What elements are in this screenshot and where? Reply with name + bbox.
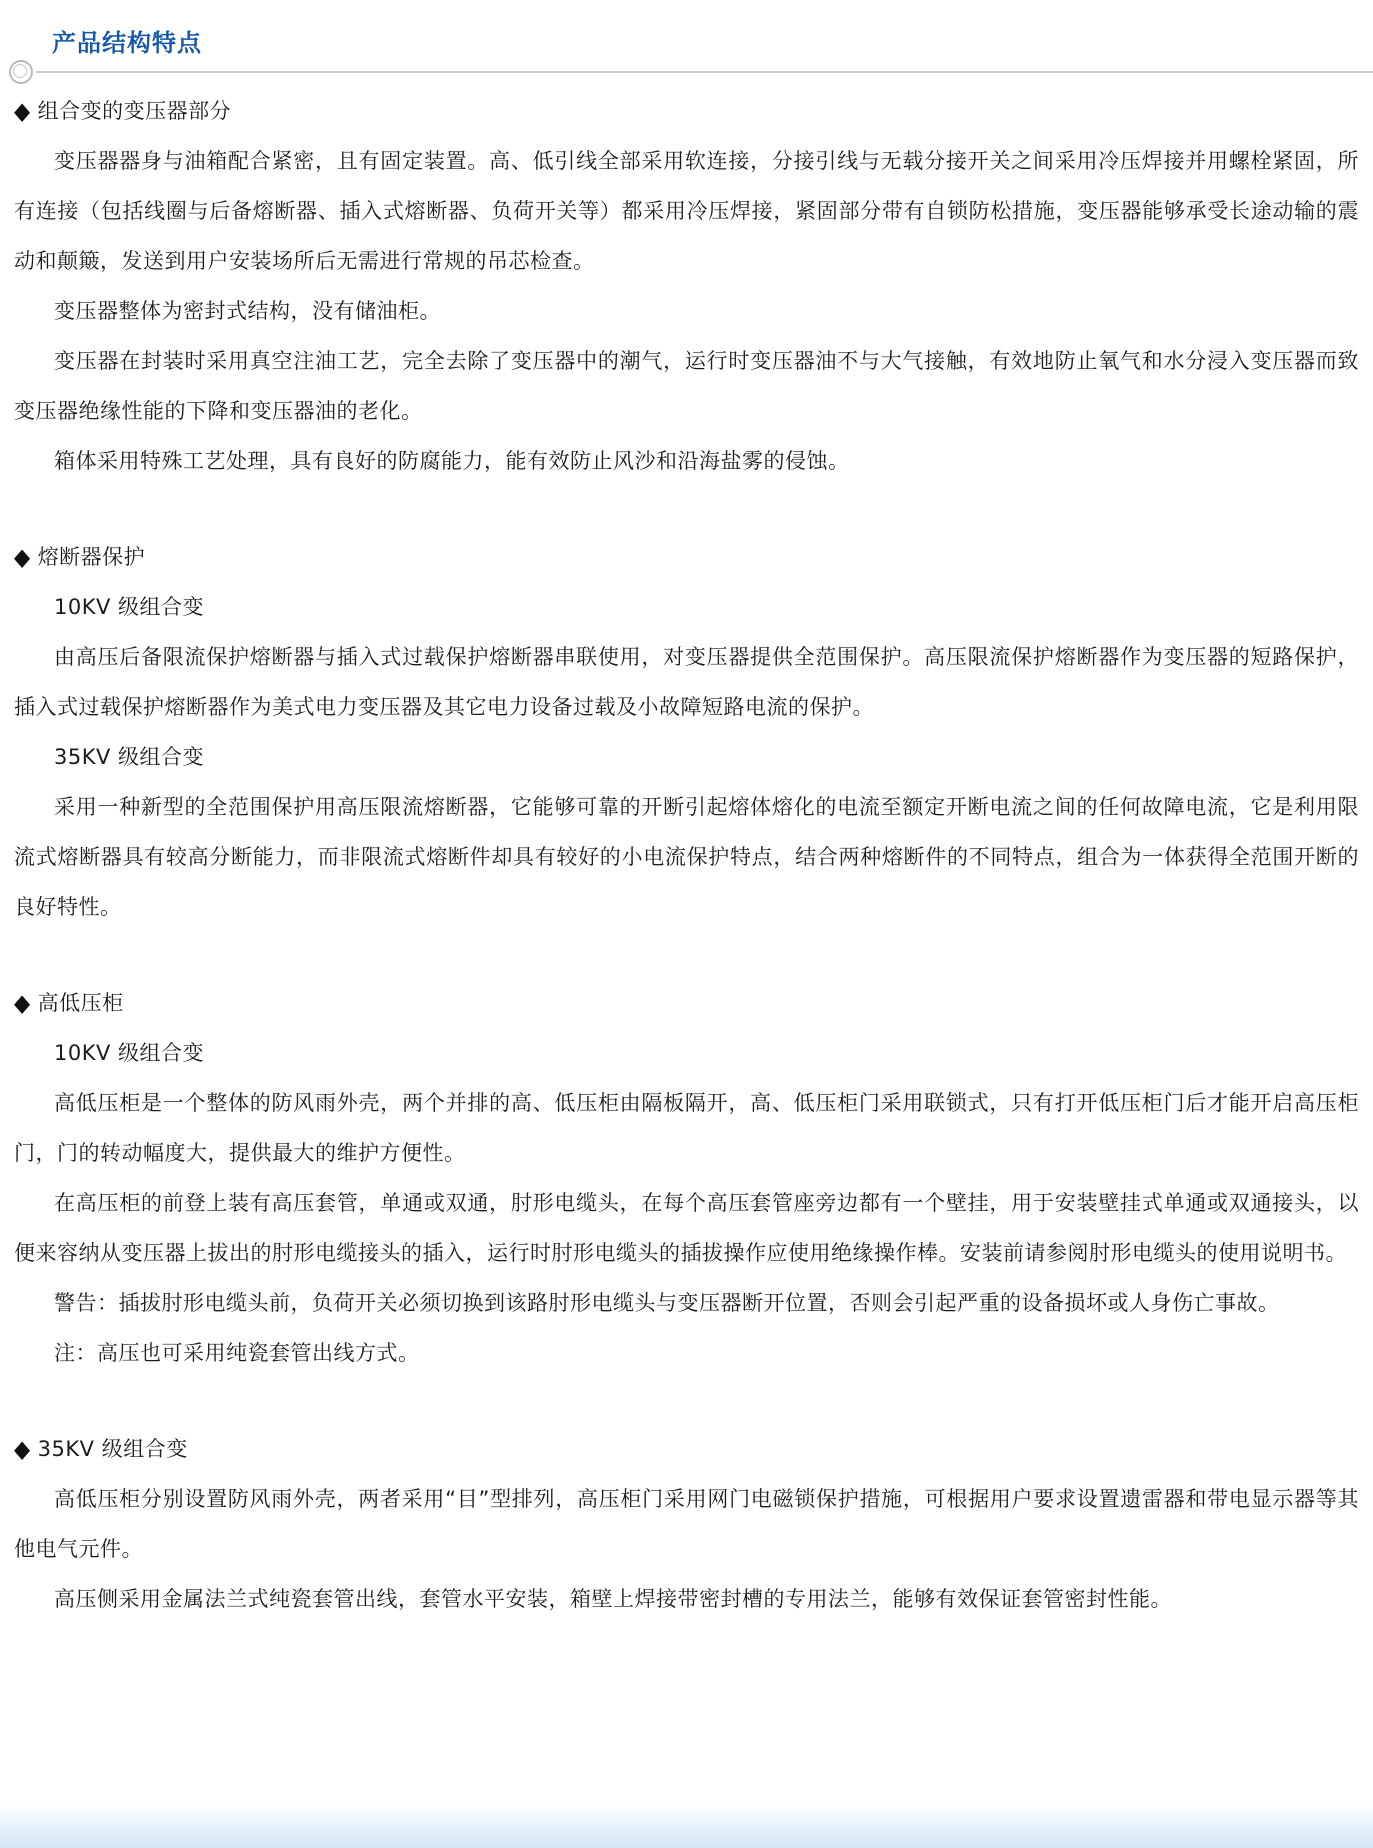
page-header (0, 0, 1373, 76)
diamond-bullet-icon: ◆ (14, 97, 31, 125)
section-heading-label: 35KV 级组合变 (37, 1437, 188, 1461)
diamond-bullet-icon: ◆ (14, 1435, 31, 1463)
section-heading-label: 组合变的变压器部分 (37, 99, 232, 123)
subheading: 35KV 级组合变 (54, 745, 205, 769)
ring-icon (9, 60, 33, 84)
section-heading-label: 高低压柜 (37, 991, 124, 1015)
section-35kv-combined (14, 1424, 1359, 1624)
paragraph: 高低压柜分别设置防风雨外壳，两者采用“目”型排列，高压柜门采用网门电磁锁保护措施，可根据用户要求设置遗雷器和带电显示器等其他电气元件。 (14, 1487, 1359, 1561)
paragraph: 变压器整体为密封式结构，没有储油柜。 (54, 299, 441, 323)
page-title: 产品结构特点 (52, 29, 202, 57)
section-heading (14, 978, 1359, 1028)
section-heading (14, 532, 1359, 582)
paragraph: 高低压柜是一个整体的防风雨外壳，两个并排的高、低压柜由隔板隔开，高、低压柜门采用联锁式，只有打开低压柜门后才能开启高压柜门，门的转动幅度大，提供最大的维护方便性。 (14, 1091, 1359, 1165)
diamond-bullet-icon: ◆ (14, 543, 31, 571)
title-divider-line (36, 71, 1373, 73)
paragraph: 在高压柜的前登上装有高压套管，单通或双通，肘形电缆头，在每个高压套管座旁边都有一个壁挂，用于安装壁挂式单通或双通接头，以便来容纳从变压器上拔出的肘形电缆接头的插入，运行时肘形电缆头的插拔操作应使用绝缘操作棒。安装前请参阅肘形电缆头的使用说明书。 (14, 1191, 1359, 1265)
subheading: 10KV 级组合变 (54, 595, 205, 619)
section-heading-label: 熔断器保护 (37, 545, 146, 569)
paragraph: 高压侧采用金属法兰式纯瓷套管出线，套管水平安装，箱壁上焊接带密封槽的专用法兰，能够有效保证套管密封性能。 (54, 1587, 1172, 1611)
paragraph-warning: 警告：插拔肘形电缆头前，负荷开关必须切换到该路肘形电缆头与变压器断开位置，否则会引起严重的设备损坏或人身伤亡事故。 (54, 1291, 1280, 1315)
title-divider-row (0, 62, 1373, 76)
subheading: 10KV 级组合变 (54, 1041, 205, 1065)
section-hv-lv-cabinet (14, 978, 1359, 1378)
paragraph: 采用一种新型的全范围保护用高压限流熔断器，它能够可靠的开断引起熔体熔化的电流至额定开断电流之间的任何故障电流，它是利用限流式熔断器具有较高分断能力，而非限流式熔断件却具有较好的小电流保护特点，结合两种熔断件的不同特点，组合为一体获得全范围开断的良好特性。 (14, 795, 1359, 919)
paragraph: 箱体采用特殊工艺处理，具有良好的防腐能力，能有效防止风沙和沿海盐雾的侵蚀。 (54, 449, 850, 473)
document-content (0, 86, 1373, 1624)
paragraph: 变压器器身与油箱配合紧密，且有固定装置。高、低引线全部采用软连接，分接引线与无载分接开关之间采用冷压焊接并用螺栓紧固，所有连接（包括线圈与后备熔断器、插入式熔断器、负荷开关等）都采用冷压焊接，紧固部分带有自锁防松措施，变压器能够承受长途动输的震动和颠簸，发送到用户安装场所后无需进行常规的吊芯检查。 (14, 149, 1359, 273)
section-heading (14, 86, 1359, 136)
section-fuse-protection (14, 532, 1359, 932)
paragraph: 变压器在封装时采用真空注油工艺，完全去除了变压器中的潮气，运行时变压器油不与大气接触，有效地防止氧气和水分浸入变压器而致变压器绝缘性能的下降和变压器油的老化。 (14, 349, 1359, 423)
paragraph: 由高压后备限流保护熔断器与插入式过载保护熔断器串联使用，对变压器提供全范围保护。高压限流保护熔断器作为变压器的短路保护，插入式过载保护熔断器作为美式电力变压器及其它电力设备过载及小故障短路电流的保护。 (14, 645, 1359, 719)
section-transformer-part (14, 86, 1359, 486)
bottom-gradient (0, 1804, 1373, 1848)
section-heading (14, 1424, 1359, 1474)
diamond-bullet-icon: ◆ (14, 989, 31, 1017)
paragraph-note: 注：高压也可采用纯瓷套管出线方式。 (54, 1341, 420, 1365)
